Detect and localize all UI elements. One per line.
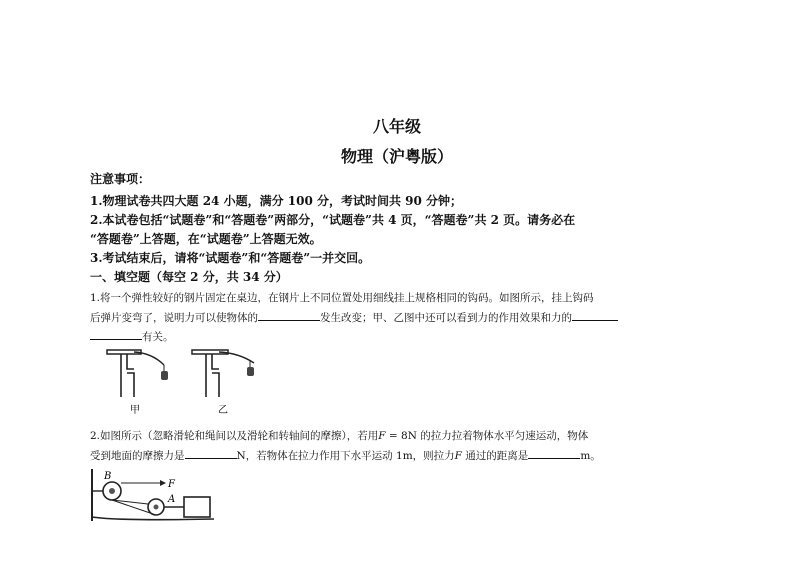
q1-blank-2a[interactable] [572, 309, 618, 321]
notice-item-1: 1.物理试卷共四大题 24 小题，满分 100 分，考试时间共 90 分钟； [90, 194, 463, 208]
notice-item-2: 2.本试卷包括“试题卷”和“答题卷”两部分，“试题卷”共 4 页，“答题卷”共 2 页。请务必在 [90, 213, 576, 227]
arrow-f [160, 480, 166, 486]
q2-line2 [90, 447, 601, 463]
notice-item-2-cont: “答题卷”上答题，在“试题卷”上答题无效。 [90, 232, 322, 246]
q2-line2-text-c: 通过的距离是 [461, 450, 529, 462]
q2-force-symbol-2: F [454, 450, 462, 462]
q1-line3-text: 有关。 [142, 331, 174, 343]
q2-blank-1[interactable] [185, 447, 237, 459]
block-object [184, 497, 210, 517]
label-a: A [168, 494, 176, 505]
hook-weight-right [247, 367, 254, 376]
q2-line1-text-a: 2.如图所示（忽略滑轮和绳间以及滑轮和转轴间的摩擦），若用 [90, 430, 379, 442]
q1-blank-1[interactable] [258, 309, 320, 321]
notice-heading: 注意事项： [90, 172, 151, 186]
subject-title: 物理（沪粤版） [340, 147, 453, 166]
q1-figure [104, 347, 264, 419]
q1-label-jia: 甲 [130, 405, 140, 416]
q1-figure-jia [107, 350, 168, 416]
q2-force-symbol: F [378, 430, 386, 442]
q1-line2-text-b: 发生改变；甲、乙图中还可以看到力的作用效果和力的 [320, 312, 572, 324]
section-heading: 一、填空题（每空 2 分，共 34 分） [90, 270, 288, 284]
q1-line3 [90, 328, 174, 344]
q1-line1: 1.将一个弹性较好的钢片固定在桌边，在钢片上不同位置处用细线挂上规格相同的钩码。如图所示，挂上钩码 [90, 292, 594, 304]
q2-line2-text-d: m。 [580, 450, 601, 462]
q2-force-value: = 8N [385, 430, 421, 442]
q1-line2-text-a: 后弹片变弯了，说明力可以使物体的 [90, 312, 258, 324]
q2-line2-text-a: 受到地面的摩擦力是 [90, 450, 185, 462]
table-leg-left [121, 354, 134, 397]
q1-line2 [90, 309, 618, 325]
label-f: F [168, 479, 175, 490]
q2-figure [88, 467, 218, 523]
hook-weight-left [161, 371, 168, 380]
q1-figure-yi [192, 350, 254, 416]
pulley-a-axle [154, 505, 159, 510]
table-leg-right [206, 354, 219, 397]
notice-item-3: 3.考试结束后，请将“试题卷”和“答题卷”一并交回。 [90, 251, 371, 265]
q1-blank-2b[interactable] [90, 328, 142, 340]
q2-line2-text-b: N，若物体在拉力作用下水平运动 1m，则拉力 [236, 450, 455, 462]
pulley-b-axle [109, 488, 115, 494]
q1-label-yi: 乙 [218, 405, 228, 416]
label-b: B [104, 471, 112, 482]
grade-heading: 八年级 [372, 117, 421, 136]
q2-line1-text-b: 的拉力拉着物体水平匀速运动，物体 [420, 430, 589, 442]
q2-blank-2[interactable] [528, 447, 580, 459]
q2-line1 [90, 428, 588, 443]
